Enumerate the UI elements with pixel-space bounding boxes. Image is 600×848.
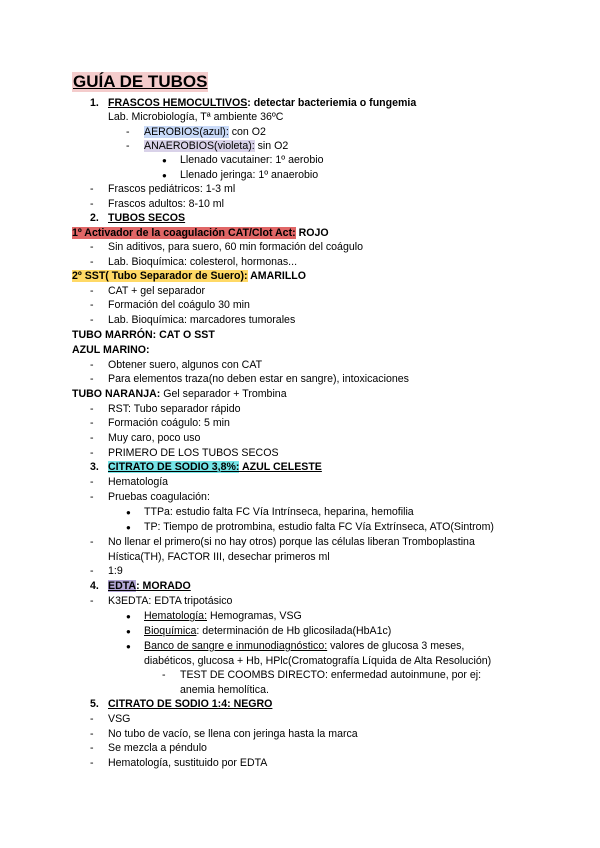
frascos-adultos: Frascos adultos: 8-10 ml — [108, 198, 224, 210]
naranja-item: RST: Tubo separador rápido — [108, 403, 241, 415]
s5-item: VSG — [108, 713, 131, 725]
tubo-marron: TUBO MARRÓN: CAT O SST — [72, 329, 215, 341]
bullet-dot — [126, 505, 131, 520]
hematologia: Hematología — [108, 476, 169, 488]
s5-item: Hematología, sustituido por EDTA — [108, 757, 268, 769]
cat-rest: ROJO — [295, 227, 329, 239]
section-1-title-rest: : detectar bacteriemia o fungemia — [247, 97, 417, 109]
citrato-highlight: CITRATO DE SODIO 3,8%: — [108, 461, 240, 473]
bullet-dash — [90, 372, 94, 386]
azul-item: Obtener suero, algunos con CAT — [108, 359, 263, 371]
section-5-number: 5. — [90, 698, 99, 710]
bullet-dash — [90, 446, 94, 460]
edta-hematologia — [144, 609, 302, 623]
bullet-dash — [90, 284, 94, 298]
sst-item: Lab. Bioquímica: marcadores tumorales — [108, 314, 296, 326]
edta-hematologia-label: Hematología: — [144, 610, 208, 622]
edta-hematologia-rest: Hemogramas, VSG — [207, 610, 302, 622]
s5-item: No tubo de vacío, se llena con jeringa hasta la marca — [108, 728, 358, 740]
bullet-dash — [90, 490, 94, 504]
tp: TP: Tiempo de protrombina, estudio falta FC Vía Extrínseca, ATO(Sintrom) — [144, 521, 494, 533]
sst-highlight: 2º SST( Tubo Separador de Suero): — [72, 270, 248, 282]
section-1-number: 1. — [90, 97, 99, 109]
section-1-title: FRASCOS HEMOCULTIVOS — [108, 97, 248, 109]
sst-item: CAT + gel separador — [108, 285, 206, 297]
bullet-dash — [90, 402, 94, 416]
edta-banco-rest: valores de glucosa 3 meses, — [327, 640, 465, 652]
naranja-item: PRIMERO DE LOS TUBOS SECOS — [108, 447, 279, 459]
edta-bioquimica-rest: : determinación de Hb glicosilada(HbA1c) — [196, 625, 392, 637]
bullet-dash — [90, 431, 94, 445]
bullet-dash — [90, 255, 94, 269]
bullet-dash — [90, 712, 94, 726]
k3edta: K3EDTA: EDTA tripotásico — [108, 595, 233, 607]
bullet-dash — [126, 125, 130, 139]
section-3-number: 3. — [90, 461, 99, 473]
bullet-dash — [90, 475, 94, 489]
section-3-heading — [108, 460, 322, 474]
page-title: GUÍA DE TUBOS — [73, 72, 208, 91]
no-llenar-1: No llenar el primero(si no hay otros) porque las células liberan Tromboplastina — [108, 536, 475, 548]
bullet-dash — [90, 564, 94, 578]
bullet-dash — [126, 139, 130, 153]
edta-highlight: EDTA — [108, 580, 137, 592]
section-4-number: 4. — [90, 580, 99, 592]
naranja-item: Formación coágulo: 5 min — [108, 417, 230, 429]
section-4-heading — [108, 579, 191, 593]
bullet-dash — [90, 313, 94, 327]
edta-banco-label: Banco de sangre e inmunodiagnóstico: — [144, 640, 328, 652]
sst-rest: AMARILLO — [247, 270, 306, 282]
ttpa: TTPa: estudio falta FC Vía Intrínseca, heparina, hemofilia — [144, 506, 414, 518]
edta-banco — [144, 639, 464, 653]
bullet-dash — [90, 197, 94, 211]
bullet-dot — [126, 609, 131, 624]
bullet-dash — [90, 727, 94, 741]
bullet-dash — [90, 756, 94, 770]
bullet-dash — [90, 298, 94, 312]
bullet-dash — [90, 240, 94, 254]
bullet-dash — [162, 668, 166, 682]
bullet-dash — [90, 741, 94, 755]
bullet-dot — [126, 639, 131, 654]
pruebas-coagulacion: Pruebas coagulación: — [108, 491, 210, 503]
bullet-dot — [126, 624, 131, 639]
section-2-number: 2. — [90, 212, 99, 224]
frascos-pediatricos: Frascos pediátricos: 1-3 ml — [108, 183, 236, 195]
cat-item: Sin aditivos, para suero, 60 min formación del coágulo — [108, 241, 363, 253]
bullet-dot — [162, 153, 167, 168]
aerobios-highlight: AEROBIOS(azul): — [144, 126, 229, 138]
bullet-dot — [162, 168, 167, 183]
edta-banco-2: diabéticos, glucosa + Hb, HPlc(Cromatografía Líquida de Alta Resolución) — [144, 655, 492, 667]
section-1-heading — [108, 96, 416, 110]
bullet-dash — [90, 535, 94, 549]
coombs-2: anemia hemolítica. — [180, 684, 269, 696]
cat-highlight: 1º Activador de la coagulación CAT/Clot Act: — [72, 227, 296, 239]
llenado-vacutainer: Llenado vacutainer: 1º aerobio — [180, 154, 324, 166]
bullet-dash — [90, 358, 94, 372]
llenado-jeringa: Llenado jeringa: 1º anaerobio — [180, 169, 319, 181]
anaerobios-rest: sin O2 — [254, 140, 289, 152]
bullet-dash — [90, 182, 94, 196]
azul-marino: AZUL MARINO: — [72, 344, 150, 356]
anaerobios-line — [144, 139, 288, 153]
tubo-naranja — [72, 387, 287, 401]
coombs-1: TEST DE COOMBS DIRECTO: enfermedad autoinmune, por ej: — [180, 669, 482, 681]
sst-item: Formación del coágulo 30 min — [108, 299, 250, 311]
cat-heading — [72, 226, 329, 240]
no-llenar-2: Hística(TH), FACTOR III, desechar primeros ml — [108, 551, 330, 563]
naranja-item: Muy caro, poco uso — [108, 432, 201, 444]
edta-bioquimica — [144, 624, 391, 638]
anaerobios-highlight: ANAEROBIOS(violeta): — [144, 140, 255, 152]
cat-item: Lab. Bioquímica: colesterol, hormonas... — [108, 256, 298, 268]
citrato-rest: AZUL CELESTE — [239, 461, 322, 473]
section-2-title: TUBOS SECOS — [108, 212, 186, 224]
sst-heading — [72, 269, 306, 283]
section-5-title: CITRATO DE SODIO 1:4: NEGRO — [108, 698, 273, 710]
azul-item: Para elementos traza(no deben estar en sangre), intoxicaciones — [108, 373, 409, 385]
edta-rest: : MORADO — [136, 580, 191, 592]
edta-bioquimica-label: Bioquímica — [144, 625, 197, 637]
section-1-lab: Lab. Microbiología, Tª ambiente 36ºC — [108, 111, 284, 123]
aerobios-rest: con O2 — [228, 126, 266, 138]
aerobios-line — [144, 125, 266, 139]
bullet-dot — [126, 520, 131, 535]
naranja-bold: TUBO NARANJA: — [72, 388, 161, 400]
bullet-dash — [90, 594, 94, 608]
naranja-rest: Gel separador + Trombina — [160, 388, 287, 400]
bullet-dash — [90, 416, 94, 430]
s5-item: Se mezcla a péndulo — [108, 742, 207, 754]
ratio: 1:9 — [108, 565, 123, 577]
